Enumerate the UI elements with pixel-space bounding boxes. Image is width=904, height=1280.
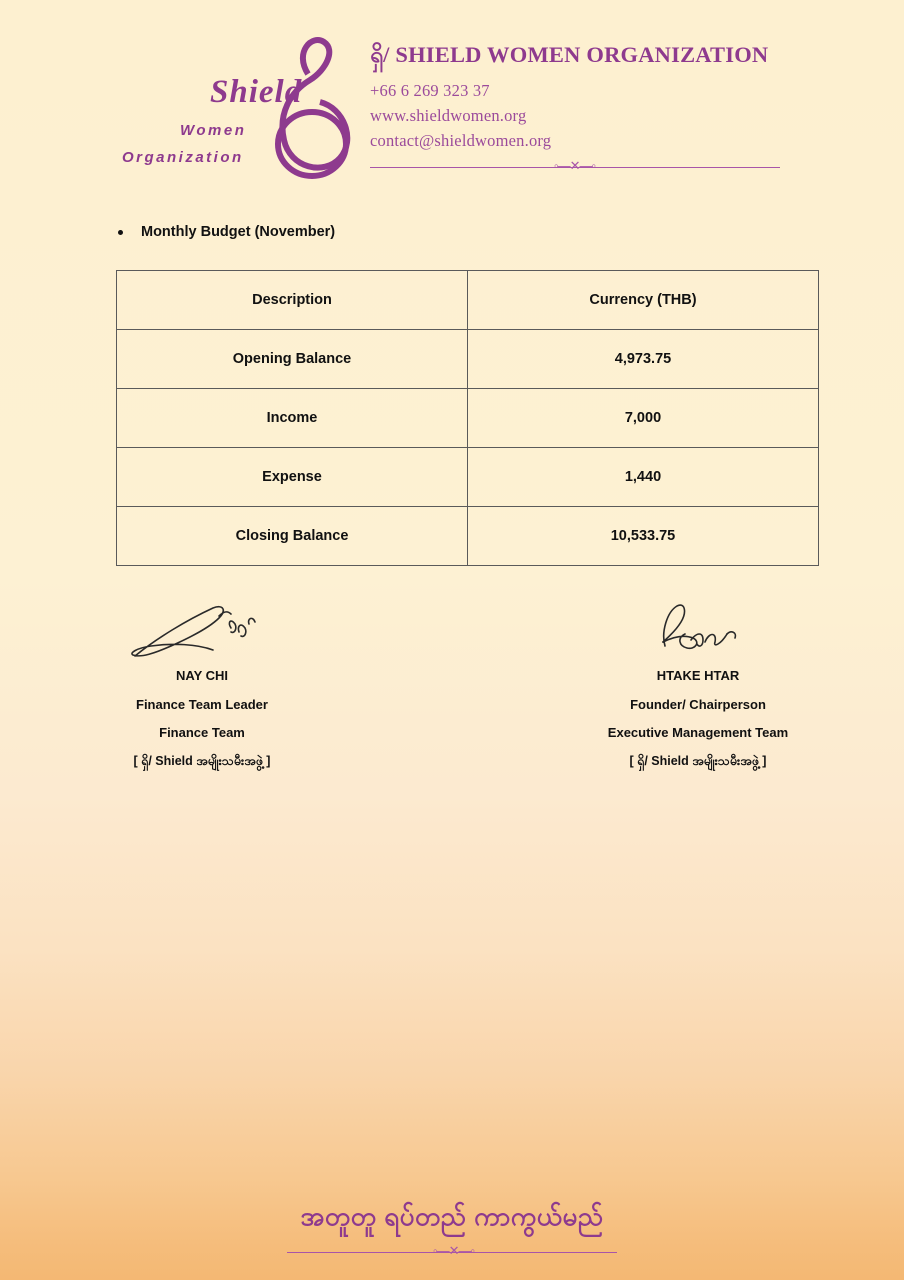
row-label-income: Income bbox=[117, 389, 468, 448]
signature-section bbox=[0, 598, 904, 838]
svg-text:Organization: Organization bbox=[122, 149, 244, 166]
row-label-expense: Expense bbox=[117, 448, 468, 507]
section-title-row bbox=[118, 224, 904, 240]
column-header-description: Description bbox=[117, 271, 468, 330]
signer-title: Finance Team Leader bbox=[136, 696, 268, 712]
header-divider-mark: ◦—✕—◦ bbox=[554, 158, 596, 173]
header-divider bbox=[370, 160, 780, 174]
table-header-row bbox=[117, 271, 819, 330]
page-title: Monthly Budget (November) bbox=[141, 224, 336, 240]
bullet-icon bbox=[118, 230, 123, 235]
table-row bbox=[117, 448, 819, 507]
document-header bbox=[0, 0, 904, 180]
footer-divider bbox=[287, 1243, 617, 1258]
signer-name: NAY CHI bbox=[175, 668, 229, 683]
signature-block-founder bbox=[590, 598, 806, 782]
signer-team: Executive Management Team bbox=[607, 725, 789, 741]
signature-block-finance bbox=[96, 598, 308, 782]
row-value-income: 7,000 bbox=[468, 389, 819, 448]
signer-organization: [ ရှိ/ Shield အမျိုးသမီးအဖွဲ့ ] bbox=[629, 753, 767, 768]
column-header-currency: Currency (THB) bbox=[468, 271, 819, 330]
signature-image-htake-htar bbox=[590, 598, 806, 662]
handwritten-signature-icon bbox=[643, 598, 753, 662]
shield-logo-icon bbox=[112, 22, 362, 187]
handwritten-signature-icon bbox=[127, 598, 277, 662]
footer-divider-mark: ◦—✕—◦ bbox=[433, 1243, 475, 1258]
row-value-expense: 1,440 bbox=[468, 448, 819, 507]
email-address[interactable]: contact@shieldwomen.org bbox=[370, 131, 552, 150]
phone-number: +66 6 269 323 37 bbox=[370, 81, 490, 100]
header-contact-block bbox=[362, 22, 780, 174]
row-label-opening-balance: Opening Balance bbox=[117, 330, 468, 389]
table-row bbox=[117, 330, 819, 389]
organization-name: ရှိ/ SHIELD WOMEN ORGANIZATION bbox=[370, 42, 769, 67]
signer-team: Finance Team bbox=[159, 725, 245, 741]
document-footer bbox=[0, 1199, 904, 1258]
signer-organization: [ ရှိ/ Shield အမျိုးသမီးအဖွဲ့ ] bbox=[133, 753, 271, 768]
svg-text:Shield: Shield bbox=[210, 74, 303, 110]
budget-table bbox=[116, 270, 819, 566]
signer-title: Founder/ Chairperson bbox=[630, 696, 766, 712]
website-link[interactable]: www.shieldwomen.org bbox=[370, 106, 527, 125]
row-value-closing-balance: 10,533.75 bbox=[468, 507, 819, 566]
signature-image-nay-chi bbox=[96, 598, 308, 662]
footer-slogan: အတူတူ ရပ်တည် ကာကွယ်မည် bbox=[300, 1201, 604, 1231]
row-label-closing-balance: Closing Balance bbox=[117, 507, 468, 566]
row-value-opening-balance: 4,973.75 bbox=[468, 330, 819, 389]
organization-logo bbox=[112, 22, 362, 182]
table-row bbox=[117, 507, 819, 566]
svg-text:Women: Women bbox=[180, 122, 247, 139]
table-row bbox=[117, 389, 819, 448]
signer-name: HTAKE HTAR bbox=[656, 668, 740, 683]
